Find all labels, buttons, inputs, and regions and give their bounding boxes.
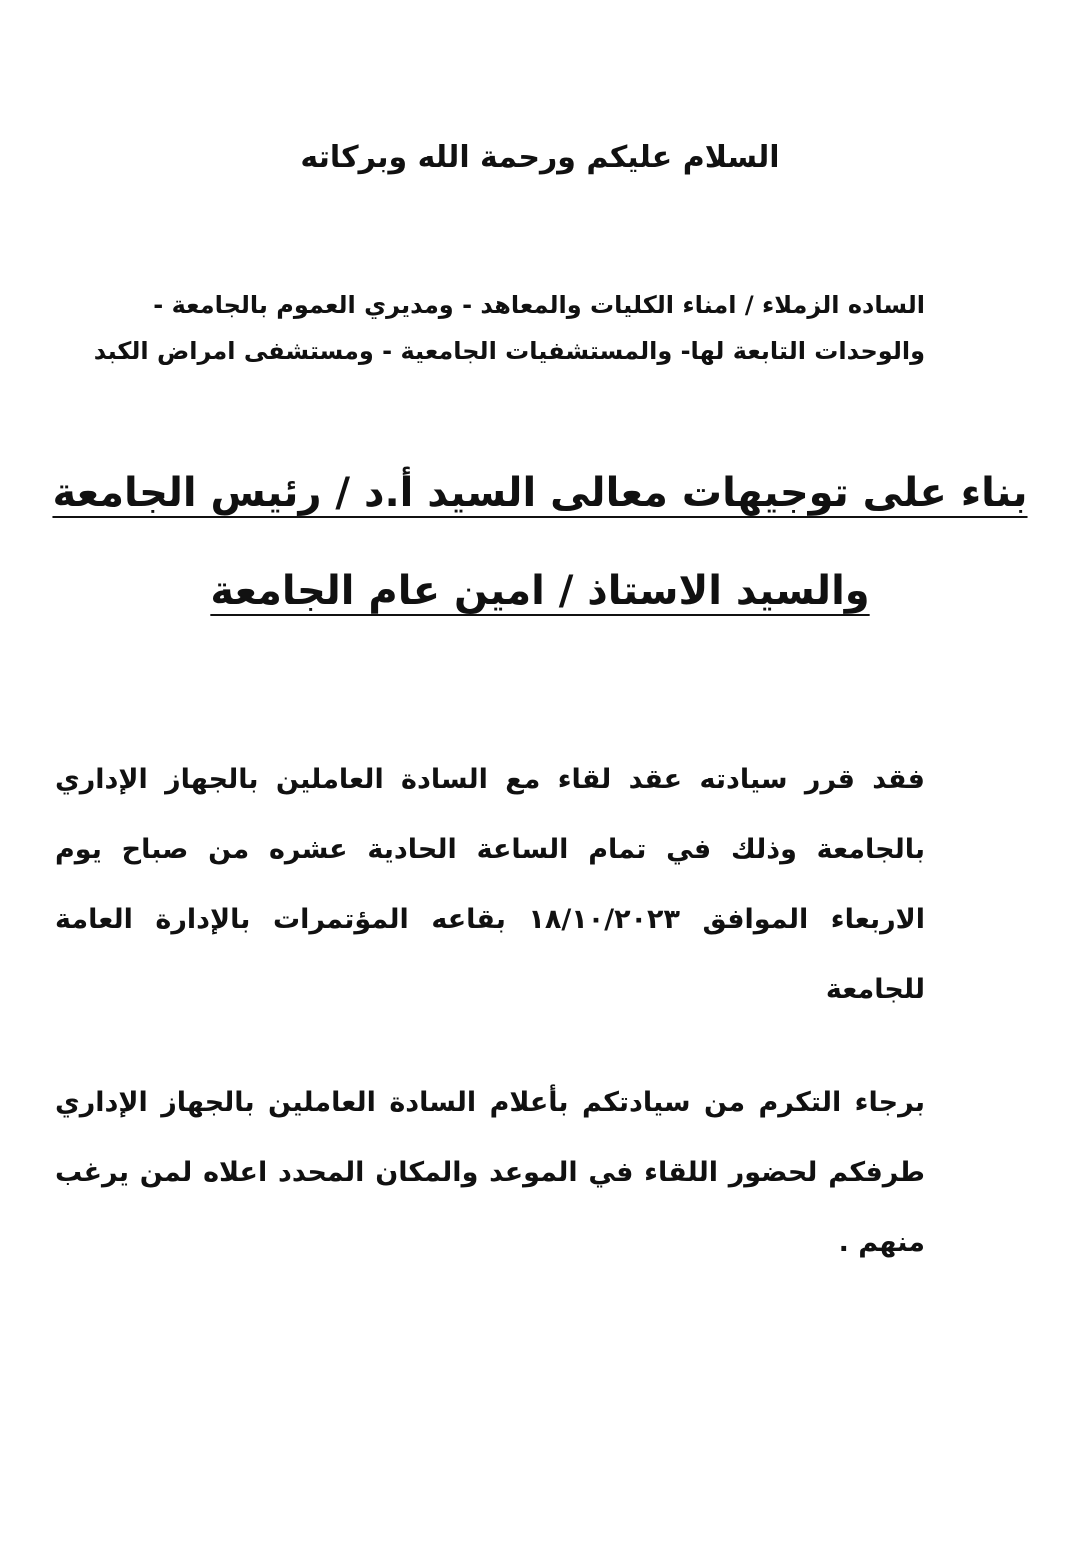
greeting-line: السلام عليكم ورحمة الله وبركاته (300, 140, 780, 175)
addressee-block (55, 282, 925, 374)
request-paragraph: برجاء التكرم من سيادتكم بأعلام السادة العاملين بالجهاز الإداري طرفكم لحضور اللقاء في الموعد والمكان المحدد اعلاه لمن يرغب منهم . (55, 1087, 925, 1258)
addressee-line-1: الساده الزملاء / امناء الكليات والمعاهد - ومديري العموم بالجامعة - (153, 291, 925, 319)
directive-heading-1 (0, 470, 1080, 516)
addressee-line-2: والوحدات التابعة لها- والمستشفيات الجامعية - ومستشفى امراض الكبد (93, 337, 925, 365)
directive-heading-1-text: بناء على توجيهات معالى السيد أ.د / رئيس الجامعة (52, 470, 1028, 516)
directive-heading-2 (0, 568, 1080, 614)
directive-heading-2-text: والسيد الاستاذ / امين عام الجامعة (210, 568, 870, 614)
meeting-announcement-paragraph: فقد قرر سيادته عقد لقاء مع السادة العاملين بالجهاز الإداري بالجامعة وذلك في تمام الساعة الحادية عشره من صباح يوم الاربعاء الموافق ١٨/١٠/٢٠٢٣ بقاعه المؤتمرات بالإدارة العامة للجامعة (55, 764, 926, 1005)
